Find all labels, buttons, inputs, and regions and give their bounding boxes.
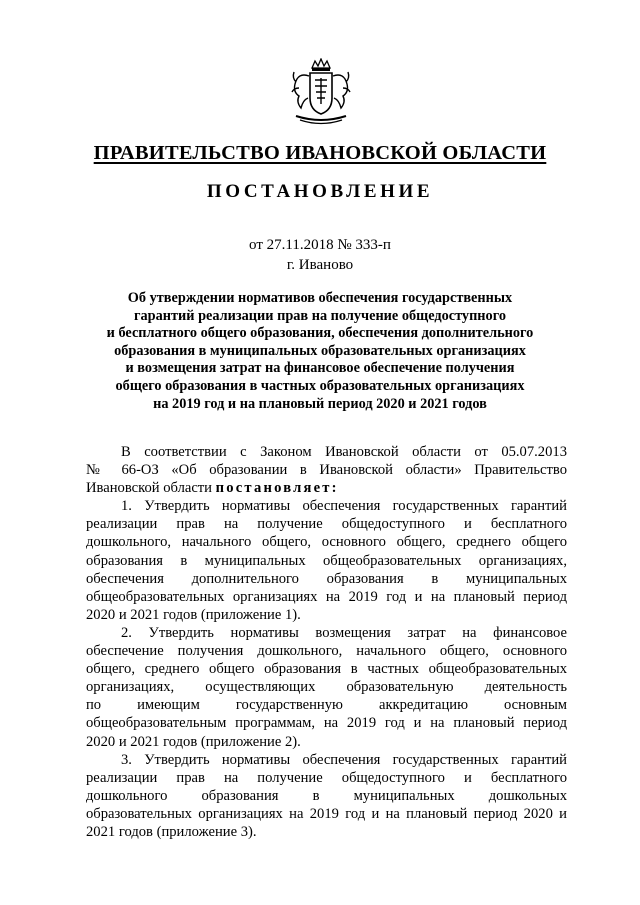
- heading-line: на 2019 год и на плановый период 2020 и 2021 годов: [153, 395, 487, 412]
- document-city: г. Иваново: [286, 257, 354, 273]
- text-line: общеобразовательных организациях на 2019 год и на плановый период: [86, 588, 567, 605]
- document-heading: [0, 290, 640, 413]
- heading-line: и бесплатного общего образования, обеспечения дополнительного: [106, 325, 534, 342]
- text-line: [86, 479, 567, 497]
- text-line: № 66-ОЗ «Об образовании в Ивановской области» Правительство: [86, 462, 567, 479]
- text-line: реализации прав на получение общедоступного и бесплатного: [86, 516, 567, 533]
- text-line: общего, среднего общего образования в частных общеобразовательных: [86, 661, 567, 678]
- text-line: общеобразовательным программам, на 2019 год и на плановый период: [86, 715, 567, 732]
- document-type: ПОСТАНОВЛЕНИЕ: [206, 181, 434, 202]
- item-2-paragraph: [86, 624, 567, 751]
- item-3-paragraph: [86, 751, 567, 841]
- document-date-number: от 27.11.2018 № 333-п: [249, 237, 391, 253]
- item-1-paragraph: [86, 497, 567, 624]
- text-line: по имеющим государственную аккредитацию основным: [86, 697, 567, 714]
- heading-line: гарантий реализации прав на получение общедоступного: [134, 307, 506, 324]
- heading-line: Об утверждении нормативов обеспечения государственных: [127, 290, 513, 306]
- text-line: 2020 и 2021 годов (приложение 1).: [86, 606, 301, 623]
- text-line: 2. Утвердить нормативы возмещения затрат на финансовое: [121, 624, 567, 641]
- text-line: 1. Утвердить нормативы обеспечения государственных гарантий: [121, 498, 567, 515]
- text-line: обеспечения дополнительного образования в муниципальных: [86, 570, 567, 587]
- heading-line: образования в муниципальных образовательных организациях: [114, 342, 526, 359]
- text-line: образования в муниципальных общеобразовательных организациях,: [86, 552, 567, 569]
- text-line: реализации прав на получение общедоступного и бесплатного: [86, 769, 567, 786]
- coat-of-arms-icon: [290, 58, 352, 128]
- intro-paragraph: [86, 443, 567, 497]
- text-line: обеспечение получения дошкольного, начального общего, основного: [86, 643, 567, 660]
- text-line: 2020 и 2021 годов (приложение 2).: [86, 733, 301, 750]
- heading-line: и возмещения затрат на финансовое обеспечение получения: [125, 360, 515, 377]
- text-line: дошкольного, начального общего, основного общего, среднего общего: [86, 534, 567, 551]
- text-line: образовательных организациях на 2019 год и на плановый период 2020 и: [86, 805, 567, 822]
- heading-line: общего образования в частных образовательных организациях: [115, 377, 525, 394]
- document-body: [86, 443, 567, 841]
- text-line: В соответствии с Законом Ивановской области от 05.07.2013: [121, 444, 567, 460]
- text-line: 2021 годов (приложение 3).: [86, 823, 257, 840]
- text-fragment: Ивановской области: [86, 480, 216, 497]
- text-line: 3. Утвердить нормативы обеспечения государственных гарантий: [121, 751, 567, 768]
- text-line: дошкольного образования в муниципальных дошкольных: [86, 787, 567, 804]
- resolves-word: постановляет:: [215, 480, 339, 497]
- government-title: ПРАВИТЕЛЬСТВО ИВАНОВСКОЙ ОБЛАСТИ: [93, 142, 547, 164]
- text-line: организациях, осуществляющих образовательную деятельность: [86, 679, 567, 696]
